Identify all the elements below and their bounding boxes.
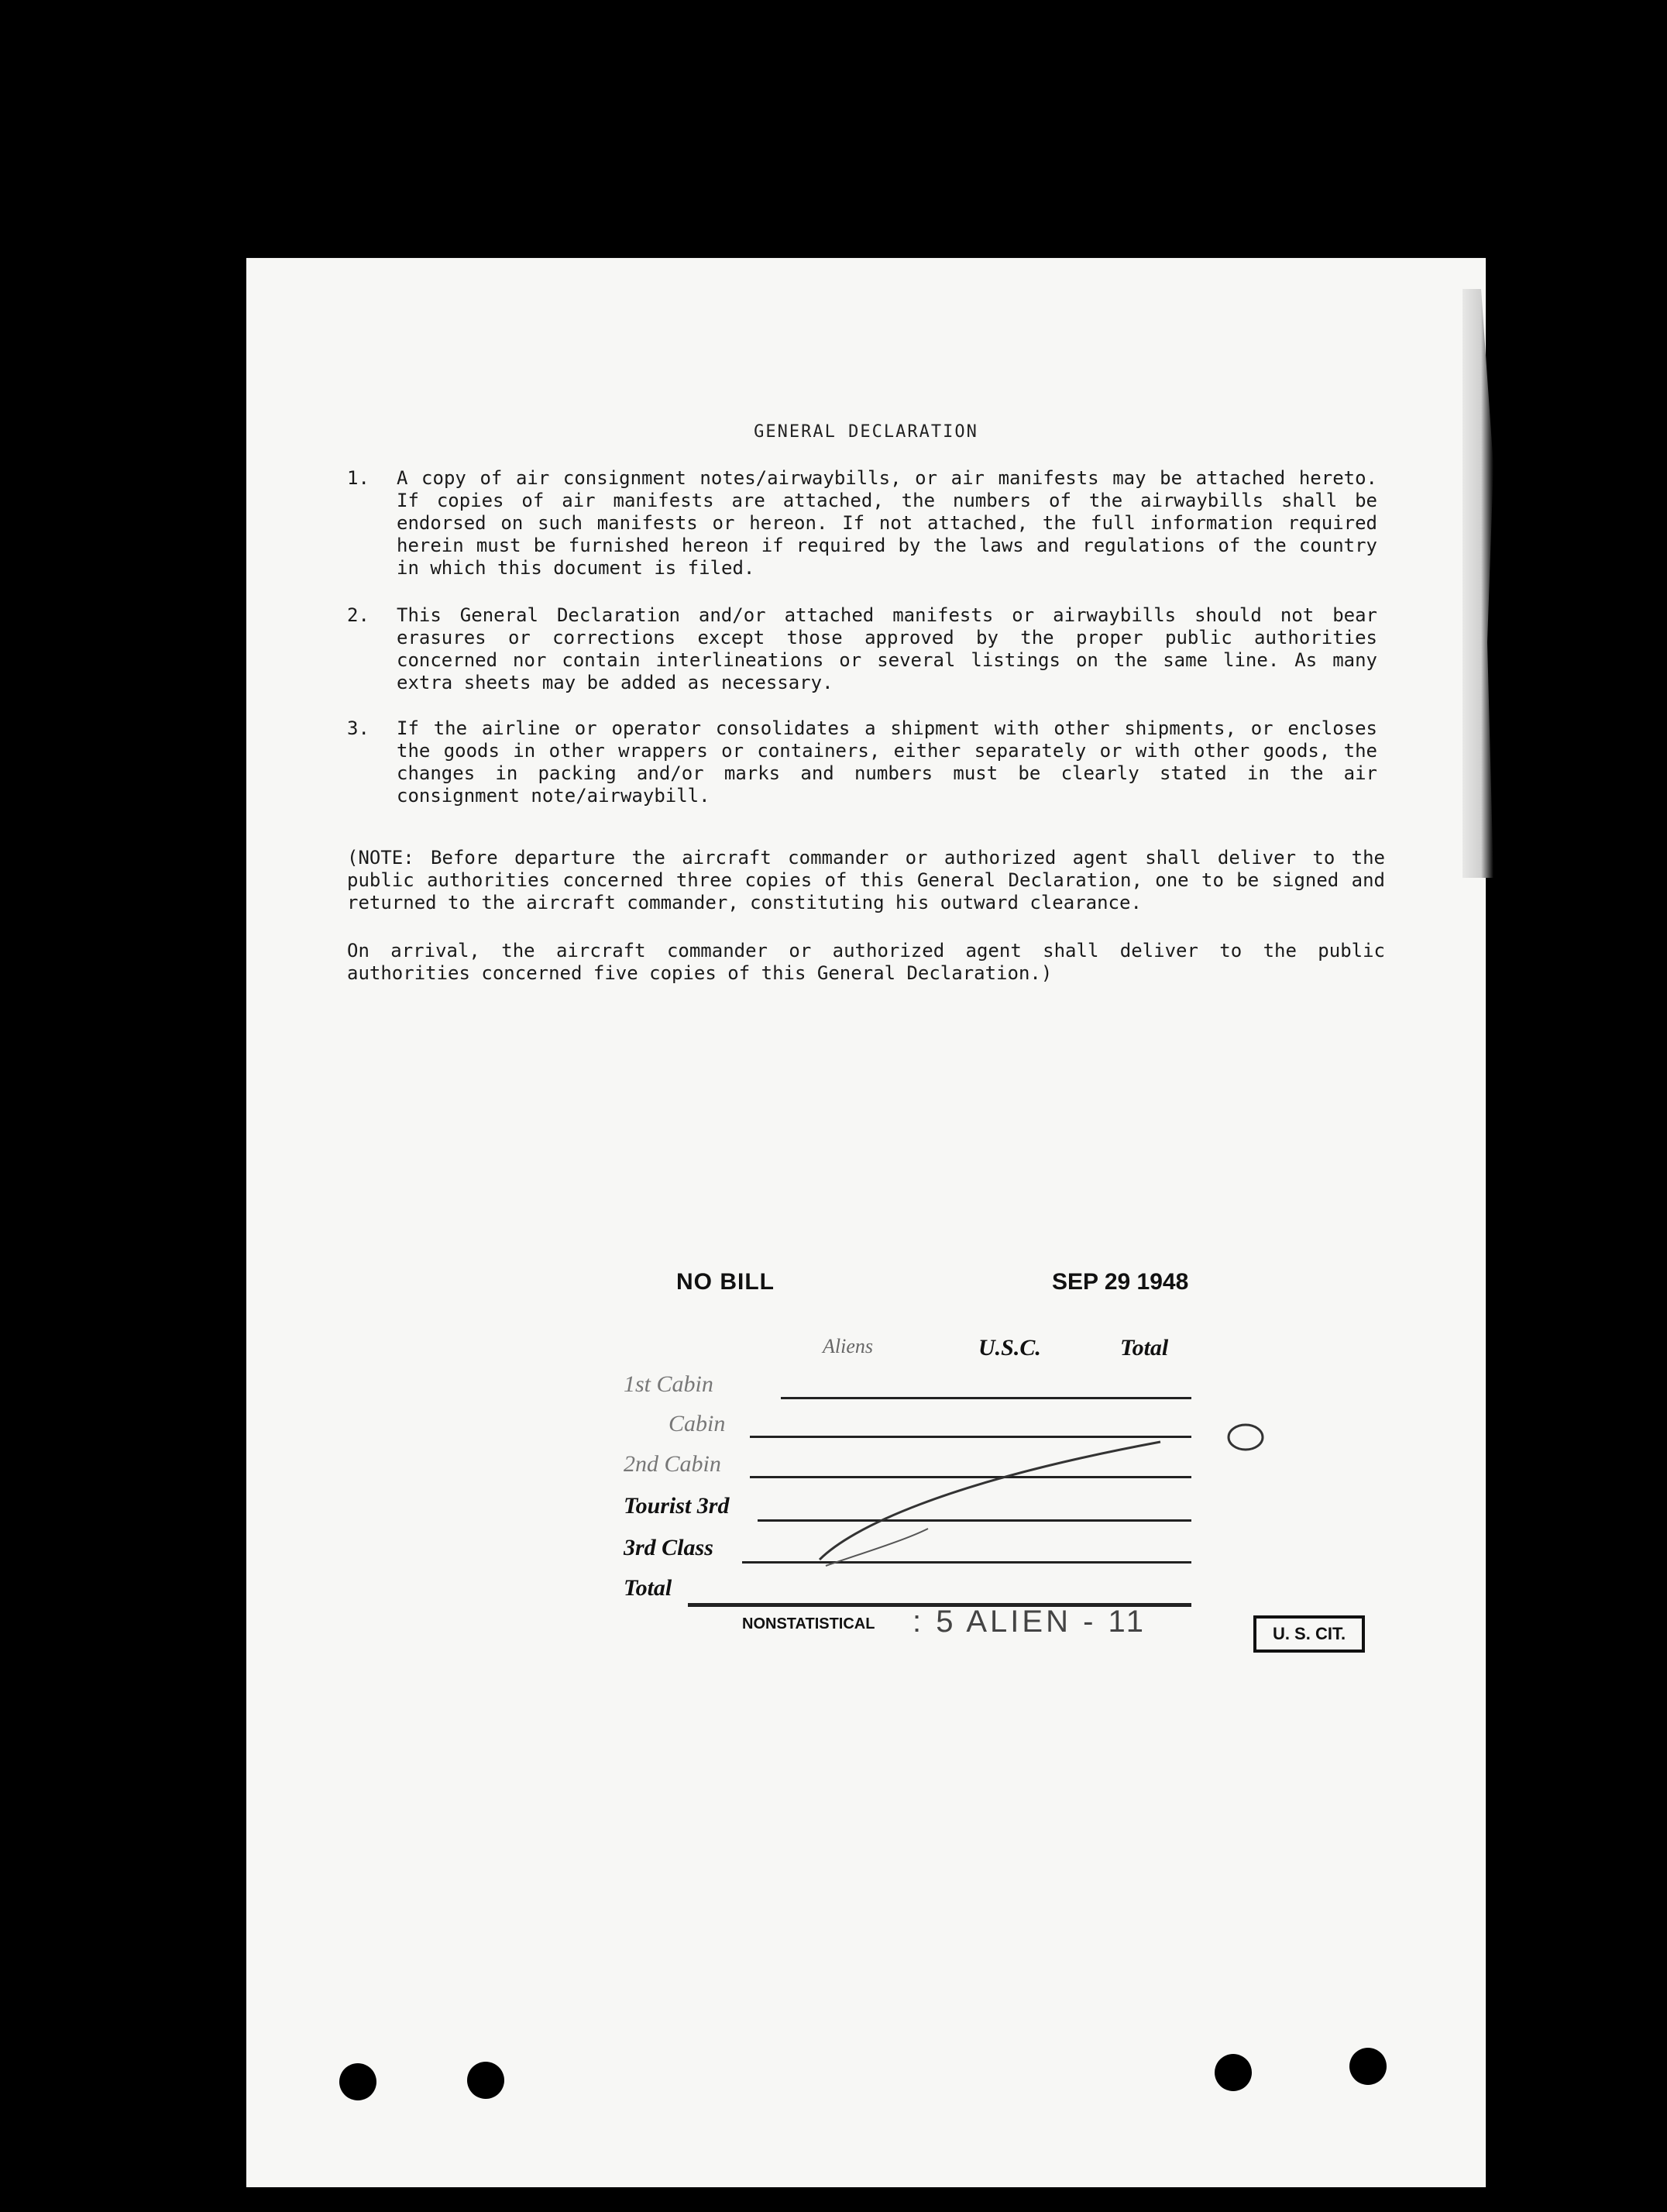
item-number: 1. [347, 467, 369, 489]
item-text: If the airline or operator consolidates a shipment with other shipments, or encloses the goods in other wrappers or containers, either separately or with other goods, the changes in packing and/or marks and numbers must be clearly stated in the air consignment note/airwaybill. [397, 717, 1377, 807]
us-cit-stamp: U. S. CIT. [1253, 1615, 1365, 1653]
item-number: 2. [347, 604, 369, 626]
punch-hole [467, 2062, 504, 2099]
row-label: 3rd Class [624, 1535, 713, 1560]
punch-hole [339, 2063, 376, 2100]
pen-marks [246, 258, 1486, 2187]
row-label: Total [624, 1575, 672, 1601]
pen-stroke [826, 1529, 928, 1566]
date-stamp: SEP 29 1948 [1052, 1269, 1189, 1295]
document-title: GENERAL DECLARATION [754, 422, 978, 442]
nonstatistical-stamp: NONSTATISTICAL [742, 1615, 875, 1632]
punch-hole [1215, 2054, 1252, 2091]
item-text: A copy of air consignment notes/airwaybills, or air manifests may be attached hereto. If copies of air manifests are attached, the numbers of the airwaybills shall be endorsed on such manifests or hereon. If not attached, the full information required herein must be furnished hereon if required by the laws and regulations of the country in which this document is filed. [397, 467, 1377, 579]
row-label: 1st Cabin [624, 1371, 713, 1397]
item-number: 3. [347, 717, 369, 739]
row-label: Tourist 3rd [624, 1493, 730, 1519]
note-paragraph: (NOTE: Before departure the aircraft commander or authorized agent shall deliver to the public authorities concerned three copies of this General Declaration, one to be signed and returned to the aircraft commander, constituting his outward clearance. [347, 847, 1385, 913]
header-total: Total [1120, 1335, 1169, 1361]
header-aliens: Aliens [823, 1335, 873, 1357]
row-label: 2nd Cabin [624, 1451, 721, 1477]
row-label: Cabin [669, 1411, 726, 1436]
handwritten-note: : 5 ALIEN - 11 [913, 1605, 1147, 1639]
arrival-paragraph: On arrival, the aircraft commander or authorized agent shall deliver to the public authorities concerned five copies of this General Declaration.) [347, 940, 1385, 984]
header-usc: U.S.C. [978, 1335, 1041, 1361]
item-text: This General Declaration and/or attached manifests or airwaybills should not bear erasures or corrections except those approved by the proper public authorities concerned nor contain interlineations or several listings on the same line. As many extra sheets may be added as necessary. [397, 604, 1377, 693]
document-page [246, 258, 1486, 2187]
punch-hole [1349, 2048, 1387, 2085]
pen-stroke [820, 1442, 1160, 1560]
pen-circle [1229, 1425, 1263, 1450]
no-bill-stamp: NO BILL [676, 1269, 775, 1295]
